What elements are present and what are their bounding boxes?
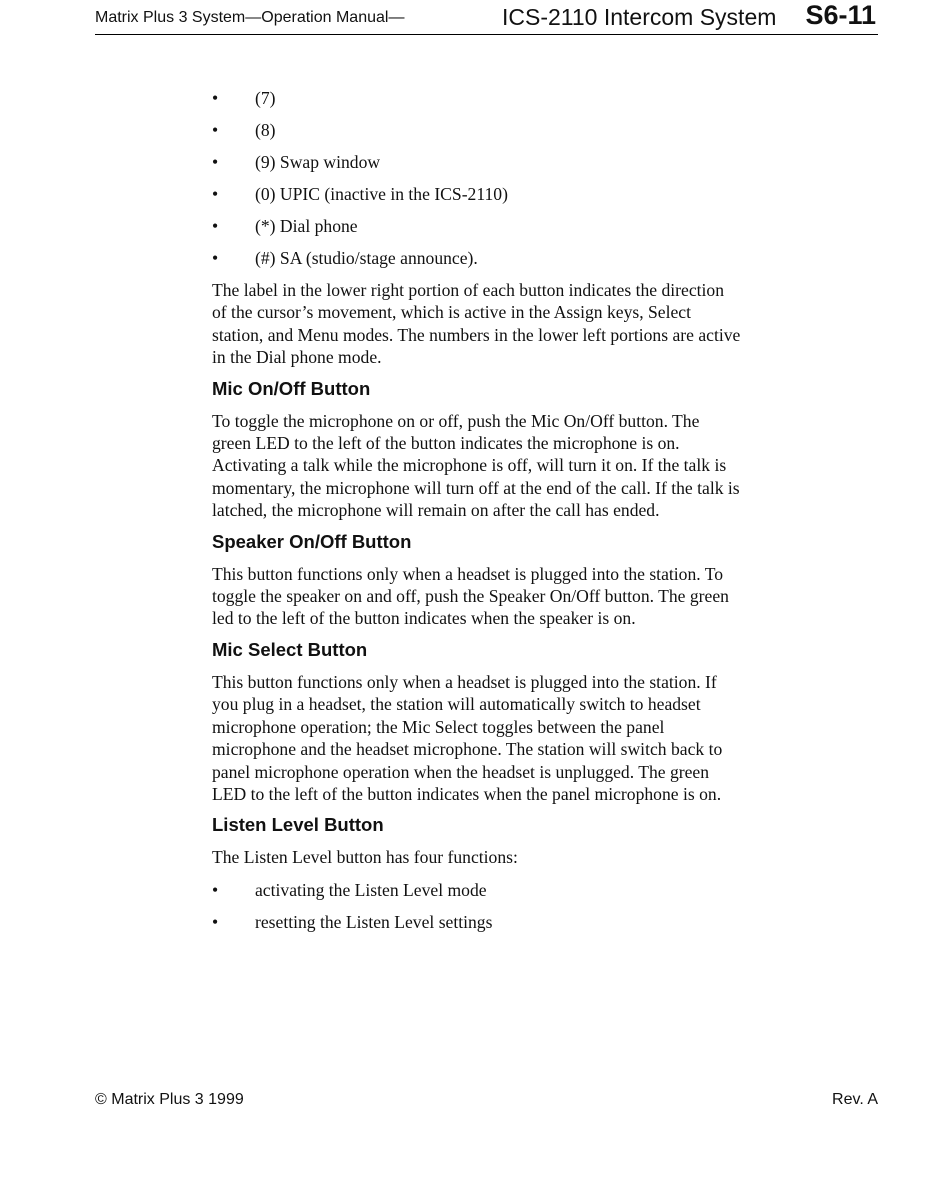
mic-select-heading: Mic Select Button — [212, 638, 368, 660]
page-footer — [95, 1091, 878, 1113]
page-number: S6-11 — [805, 0, 876, 30]
intro-paragraph: The label in the lower right portion of each button indicates the direction of the cursor’s movement, which is active in the Assign keys, Select station, and Menu modes. The numbers in the lower left portions are active in the Dial phone mode. — [212, 280, 741, 368]
list-item — [212, 87, 742, 109]
list-item-text: (0) UPIC (inactive in the ICS-2110) — [255, 184, 508, 204]
list-item-text: (8) — [255, 120, 276, 140]
list-item-text: (7) — [255, 88, 276, 108]
bullet-dot: • — [212, 152, 219, 172]
list-item-text: (*) Dial phone — [255, 216, 358, 236]
list-item — [212, 183, 742, 205]
system-title: ICS-2110 Intercom System — [502, 4, 777, 30]
list-item — [212, 911, 742, 933]
revision-label: Rev. A — [832, 1091, 878, 1108]
list-item — [212, 215, 742, 237]
bullet-dot: • — [212, 879, 219, 900]
page-body — [212, 87, 742, 943]
bullet-dot: • — [212, 911, 219, 932]
list-item-text: (#) SA (studio/stage announce). — [255, 248, 478, 268]
bullet-dot: • — [212, 88, 219, 108]
listen-level-heading: Listen Level Button — [212, 814, 384, 836]
list-item — [212, 247, 742, 269]
bullet-dot: • — [212, 184, 219, 204]
manual-title: Matrix Plus 3 System—Operation Manual— — [95, 9, 405, 26]
mic-onoff-heading: Mic On/Off Button — [212, 377, 371, 399]
mic-onoff-paragraph: To toggle the microphone on or off, push the Mic On/Off button. The green LED to the left of the button indicates the microphone is on. Activating a talk while the microphone is off, will turn it on. If the talk is momentary, the microphone will turn off at the end of the call. If the talk is latched, the microphone will remain on after the call has ended. — [212, 410, 740, 521]
list-item — [212, 151, 742, 173]
listen-level-paragraph: The Listen Level button has four functions: — [212, 847, 518, 868]
bullet-dot: • — [212, 216, 219, 236]
mic-select-paragraph: This button functions only when a headset is plugged into the station. If you plug in a headset, the station will automatically switch to headset microphone operation; the Mic Select toggles between the panel microphone and the headset microphone. The station will switch back to panel microphone operation when the headset is unplugged. The green LED to the left of the button indicates when the panel microphone is on. — [212, 671, 723, 804]
bullet-dot: • — [212, 248, 219, 268]
list-item-text: resetting the Listen Level settings — [255, 911, 493, 932]
bullet-dot: • — [212, 120, 219, 140]
page-header — [95, 0, 878, 35]
list-item — [212, 119, 742, 141]
list-item-text: (9) Swap window — [255, 152, 381, 172]
list-item-text: activating the Listen Level mode — [255, 879, 487, 900]
copyright-notice: © Matrix Plus 3 1999 — [95, 1091, 244, 1108]
speaker-onoff-paragraph: This button functions only when a headset is plugged into the station. To toggle the speaker on and off, push the Speaker On/Off button. The green led to the left of the button indicates when the speaker is on. — [212, 563, 729, 629]
speaker-onoff-heading: Speaker On/Off Button — [212, 530, 412, 552]
list-item — [212, 879, 742, 901]
